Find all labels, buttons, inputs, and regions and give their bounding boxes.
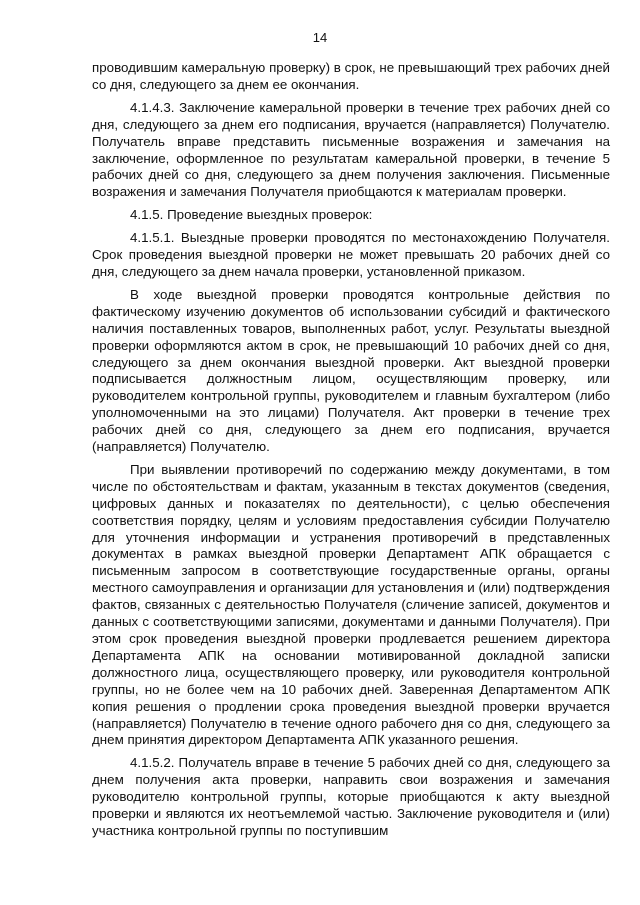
paragraph-continuation: проводившим камеральную проверку) в срок, не превышающий трех рабочих дней со дня, следующего за днем ее окончания. [92,60,610,92]
paragraph-4-1-5-1: 4.1.5.1. Выездные проверки проводятся по местонахождению Получателя. Срок проведения выездной проверки не может превышать 20 рабочих дней со дня, следующего за днем начала проверки, установленной приказом. [92,230,610,279]
page-number: 14 [312,30,328,45]
paragraph-contradictions: При выявлении противоречий по содержанию между документами, в том числе по обстоятельствам и фактам, указанным в текстах документов (сведения, цифровых данных и показателях по деятельности), с целью обеспечения соответствия порядку, целям и условиям предоставления субсидии Получателю для уточнения информации и устранения противоречий в представленных документах в рамках выездной проверки Департамент АПК обращается с письменным запросом в соответствующие государственные органы, органы местного самоуправления и организации для установления и (или) подтверждения фактов, связанных с деятельностью Получателя (сличение записей, документов и данных с соответствующими записями, документами и данными Получателя). При этом срок проведения выездной проверки продлевается решением директора Департамента АПК на основании мотивированной докладной записки должностного лица, осуществляющего проверку, или руководителя контрольной группы, но не более чем на 10 рабочих дней. Заверенная Департаментом АПК копия решения о продлении срока проведения выездной проверки вручается (направляется) Получателю в течение одного рабочего дня со дня, следующего за днем принятия директором Департамента АПК указанного решения. [92,461,610,748]
paragraph-4-1-5-2: 4.1.5.2. Получатель вправе в течение 5 рабочих дней со дня, следующего за днем получения акта проверки, направить свои возражения и замечания руководителю контрольной группы, которые приобщаются к акту выездной проверки и являются их неотъемлемой частью. Заключение руководителя и (или) участника контрольной группы по поступившим [92,755,610,838]
document-body [92,60,610,840]
paragraph-4-1-5-heading: 4.1.5. Проведение выездных проверок: [130,207,373,223]
paragraph-4-1-4-3: 4.1.4.3. Заключение камеральной проверки в течение трех рабочих дней со дня, следующего за днем его подписания, вручается (направляется) Получателю. Получатель вправе представить письменные возражения и замечания на заключение, оформленное по результатам камеральной проверки, в течение 5 рабочих дней со дня, следующего за днем получения заключения. Письменные возражения и замечания Получателя приобщаются к материалам проверки. [92,99,610,200]
paragraph-onsite-inspection-actions: В ходе выездной проверки проводятся контрольные действия по фактическому изучению документов об использовании субсидий и фактического наличия поставленных товаров, выполненных работ, услуг. Результаты выездной проверки оформляются актом в срок, не превышающий 10 рабочих дней со дня, следующего за днем окончания выездной проверки. Акт выездной проверки подписывается должностным лицом, осуществляющим проверку, или руководителем контрольной группы, руководителем и главным бухгалтером (либо уполномоченными на это лицами) Получателя. Акт проверки в течение трех рабочих дней со дня, следующего за днем его подписания, вручается (направляется) Получателю. [92,286,610,455]
